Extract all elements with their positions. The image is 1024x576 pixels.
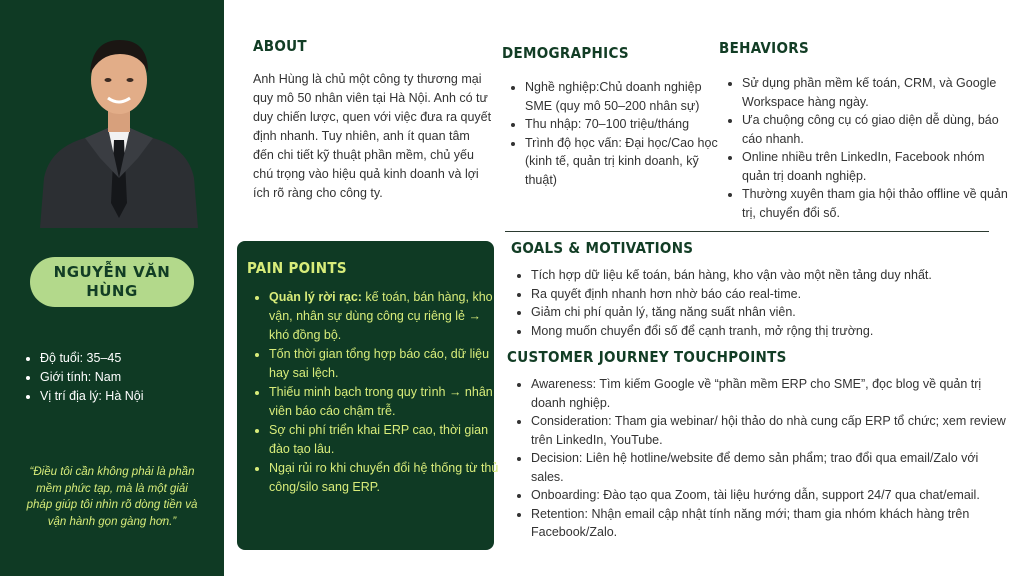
- behaviors-item: • Sử dụng phần mềm kế toán, CRM, và Google Workspace hàng ngày.: [742, 74, 1010, 111]
- pain-points-card: [237, 241, 499, 550]
- pain-point-item: • Ngại rủi ro khi chuyển đổi hệ thống từ thủ công/silo sang ERP.: [269, 459, 501, 497]
- pain-point-item: • Tốn thời gian tổng hợp báo cáo, dữ liệu hay sai lệch.: [269, 345, 501, 383]
- goals-list: [513, 266, 1021, 340]
- demographics-item: • Nghề nghiệp:Chủ doanh nghiệp SME (quy mô 50–200 nhân sự): [525, 78, 720, 115]
- about-heading: ABOUT: [253, 37, 307, 55]
- journey-item-onboarding: • Onboarding: Đào tạo qua Zoom, tài liệu hướng dẫn, support 24/7 qua chat/email.: [531, 486, 1009, 505]
- behaviors-item: • Ưa chuộng công cụ có giao diện dễ dùng, báo cáo nhanh.: [742, 111, 1010, 148]
- behaviors-item: • Online nhiều trên LinkedIn, Facebook nhóm quản trị doanh nghiệp.: [742, 148, 1010, 185]
- goals-item: • Ra quyết định nhanh hơn nhờ báo cáo real-time.: [531, 285, 1021, 304]
- journey-item-awareness: • Awareness: Tìm kiếm Google về “phần mềm ERP cho SME”, đọc blog về quản trị doanh nghiệp.: [531, 375, 1009, 412]
- pain-point-rest: kế toán, bán hàng, kho vận, nhân sự dùng công cụ riêng lẻ → khó đồng bộ.: [269, 290, 493, 342]
- persona-facts: [22, 349, 144, 406]
- pain-points-heading: PAIN POINTS: [247, 259, 347, 277]
- goals-item: • Tích hợp dữ liệu kế toán, bán hàng, kho vận vào một nền tảng duy nhất.: [531, 266, 1021, 285]
- persona-quote: “Điều tôi cần không phải là phần mềm phức tạp, mà là một giải pháp giúp tôi nhìn rõ dòng tiền và vận hành gọn gàng hơn.”: [26, 466, 198, 528]
- behaviors-item: • Thường xuyên tham gia hội thảo offline về quản trị, chuyển đổi số.: [742, 185, 1010, 222]
- journey-heading: CUSTOMER JOURNEY TOUCHPOINTS: [507, 348, 787, 366]
- about-text: Anh Hùng là chủ một công ty thương mại quy mô 50 nhân viên tại Hà Nội. Anh có tư duy chiến lược, quen với việc đưa ra quyết định nhanh. Tuy nhiên, anh ít quan tâm đến chi tiết kỹ thuật phần mềm, chủ yếu chú trọng vào hiệu quả kinh doanh và lợi ích rõ ràng cho công ty.: [253, 72, 492, 200]
- behaviors-list: [724, 74, 1010, 222]
- section-divider: [505, 231, 989, 232]
- journey-item-decision: • Decision: Liên hệ hotline/website để demo sản phẩm; trao đổi qua email/Zalo với sales.: [531, 449, 1009, 486]
- goals-heading: GOALS & MOTIVATIONS: [511, 239, 694, 257]
- demographics-list: [507, 78, 720, 189]
- journey-item-retention: • Retention: Nhận email cập nhật tính năng mới; tham gia nhóm khách hàng trên Facebook/Zalo.: [531, 505, 1009, 542]
- persona-sidebar: [0, 0, 224, 576]
- journey-list: [513, 375, 1009, 542]
- journey-item-consideration: • Consideration: Tham gia webinar/ hội thảo do nhà cung cấp ERP tổ chức; xem review trên LinkedIn, YouTube.: [531, 412, 1009, 449]
- pain-point-item: [269, 288, 501, 345]
- goals-item: • Mong muốn chuyển đổi số để cạnh tranh, mở rộng thị trường.: [531, 322, 1021, 341]
- pain-point-item: • Thiếu minh bạch trong quy trình → nhân viên báo cáo chậm trễ.: [269, 383, 501, 421]
- pain-point-bold: Quản lý rời rạc:: [269, 290, 362, 304]
- fact-location: • Vị trí địa lý: Hà Nội: [40, 387, 144, 406]
- behaviors-heading: BEHAVIORS: [719, 39, 809, 57]
- pain-points-list: [251, 288, 501, 497]
- persona-name: NGUYỄN VĂN HÙNG: [30, 257, 194, 307]
- pain-point-item: • Sợ chi phí triển khai ERP cao, thời gian đào tạo lâu.: [269, 421, 501, 459]
- persona-photo: [40, 28, 198, 228]
- demographics-heading: DEMOGRAPHICS: [502, 44, 629, 62]
- fact-gender: • Giới tính: Nam: [40, 368, 144, 387]
- goals-item: • Giảm chi phí quản lý, tăng năng suất nhân viên.: [531, 303, 1021, 322]
- fact-age: • Độ tuổi: 35–45: [40, 349, 144, 368]
- demographics-item: • Trình độ học vấn: Đại học/Cao học (kinh tế, quản trị kinh doanh, kỹ thuật): [525, 134, 720, 190]
- demographics-item: • Thu nhập: 70–100 triệu/tháng: [525, 115, 720, 134]
